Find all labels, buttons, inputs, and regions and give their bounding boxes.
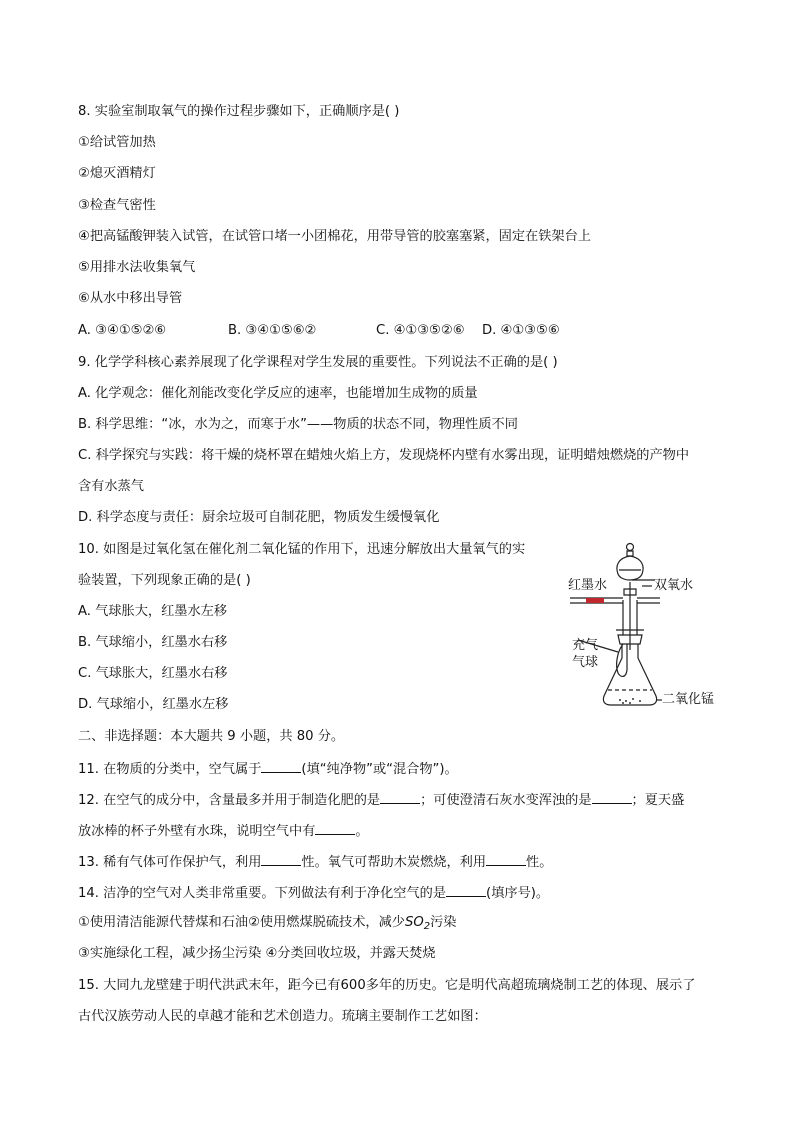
q12-blank-2[interactable]: [592, 789, 632, 804]
q12: [78, 789, 684, 811]
q8-step-3: ③检查气密性: [78, 198, 156, 213]
q9-stem: 9. 化学学科核心素养展现了化学课程对学生发展的重要性。下列说法不正确的是( ): [78, 355, 558, 370]
so2-subscript: 2: [423, 921, 431, 932]
q15-line-1: 15. 大同九龙壁建于明代洪武末年，距今已有600多年的历史。它是明代高超琉璃烧制工艺的体现、展示了: [78, 978, 696, 993]
q8-option-c: C. ④①③⑤②⑥: [376, 323, 465, 338]
q8-step-5: ⑤用排水法收集氧气: [78, 260, 196, 275]
q8-step-4: ④把高锰酸钾装入试管，在试管口堵一小团棉花，用带导管的胶塞塞紧，固定在铁架台上: [78, 229, 591, 244]
apparatus-drawing: [560, 540, 730, 715]
q11-blank[interactable]: [261, 758, 301, 773]
q9-option-d: D. 科学态度与责任：厨余垃圾可自制花肥，物质发生缓慢氧化: [78, 510, 440, 525]
label-balloon-line2: 气球: [572, 655, 599, 670]
q9-option-a: A. 化学观念：催化剂能改变化学反应的速率，也能增加生成物的质量: [78, 386, 478, 401]
apparatus-figure: [560, 540, 730, 715]
q12-text-4: 放冰棒的杯子外壁有水珠，说明空气中有: [78, 824, 316, 839]
q14-choice-1-2: ①使用清洁能源代替煤和石油②使用燃煤脱硫技术，减少: [78, 915, 405, 930]
label-hydrogen-peroxide: 双氧水: [654, 578, 694, 593]
q12-text-2: ；可使澄清石灰水变浑浊的是: [420, 793, 592, 808]
q8-step-6: ⑥从水中移出导管: [78, 291, 183, 306]
q12-text-3: ；夏天盛: [631, 793, 685, 808]
q11-text-end: (填“纯净物”或“混合物”)。: [301, 762, 458, 777]
q10-option-c: C. 气球胀大，红墨水右移: [78, 666, 228, 681]
q9-option-c-cont: 含有水蒸气: [78, 479, 144, 494]
q12-text-5: 。: [355, 824, 369, 839]
q8-option-a: A. ③④①⑤②⑥: [78, 323, 167, 338]
q10-stem: 10. 如图是过氧化氢在催化剂二氧化锰的作用下，迅速分解放出大量氧气的实: [78, 542, 526, 557]
q9-option-c: C. 科学探究与实践：将干燥的烧杯罩在蜡烛火焰上方，发现烧杯内壁有水雾出现，证明蜡烛燃烧的产物中: [78, 448, 690, 463]
q14-line-2: ③实施绿化工程，减少扬尘污染 ④分类回收垃圾，并露天焚烧: [78, 946, 436, 961]
label-manganese-dioxide: 二氧化锰: [662, 692, 715, 707]
q8-option-d: D. ④①③⑤⑥: [482, 323, 560, 338]
q10-option-d: D. 气球缩小，红墨水左移: [78, 697, 229, 712]
label-red-ink: 红墨水: [568, 578, 608, 593]
q11-text: 11. 在物质的分类中，空气属于: [78, 762, 262, 777]
q13-text-3: 性。: [526, 855, 553, 870]
q12-text-1: 12. 在空气的成分中，含量最多并用于制造化肥的是: [78, 793, 381, 808]
q14-text-2: (填序号)。: [486, 886, 550, 901]
q14-blank[interactable]: [446, 882, 486, 897]
q8-option-b: B. ③④①⑤⑥②: [228, 323, 317, 338]
q15-line-2: 古代汉族劳动人民的卓越才能和艺术创造力。琉璃主要制作工艺如图：: [78, 1009, 487, 1024]
so2-symbol: SO: [404, 915, 424, 930]
q14: [78, 882, 549, 904]
q13-text-1: 13. 稀有气体可作保护气，利用: [78, 855, 262, 870]
q9-option-b: B. 科学思维：“冰，水为之，而寒于水”——物质的状态不同，物理性质不同: [78, 417, 518, 432]
q13: [78, 851, 552, 873]
q12-blank-1[interactable]: [380, 789, 420, 804]
q8-step-2: ②熄灭酒精灯: [78, 166, 156, 181]
q13-blank-2[interactable]: [486, 851, 526, 866]
q12-blank-3[interactable]: [315, 820, 355, 835]
q14-text-1: 14. 洁净的空气对人类非常重要。下列做法有利于净化空气的是: [78, 886, 447, 901]
q8-stem: 8. 实验室制取氧气的操作过程步骤如下，正确顺序是( ): [78, 104, 400, 119]
q14-line-1: [78, 913, 456, 934]
q10-stem-cont: 验装置，下列现象正确的是( ): [78, 573, 251, 588]
q14-choice-1-2-end: 污染: [430, 915, 457, 930]
q10-option-a: A. 气球胀大，红墨水左移: [78, 604, 228, 619]
section-2-heading: 二、非选择题：本大题共 9 小题，共 80 分。: [78, 729, 345, 744]
so2-formula: [405, 915, 430, 930]
q13-text-2: 性。氧气可帮助木炭燃烧，利用: [301, 855, 487, 870]
label-balloon-line1: 充气: [572, 638, 599, 653]
q12-cont: [78, 820, 369, 842]
q8-step-1: ①给试管加热: [78, 135, 156, 150]
q10-option-b: B. 气球缩小，红墨水右移: [78, 635, 228, 650]
q13-blank-1[interactable]: [261, 851, 301, 866]
q8-options: [78, 321, 560, 341]
q11: [78, 758, 458, 780]
